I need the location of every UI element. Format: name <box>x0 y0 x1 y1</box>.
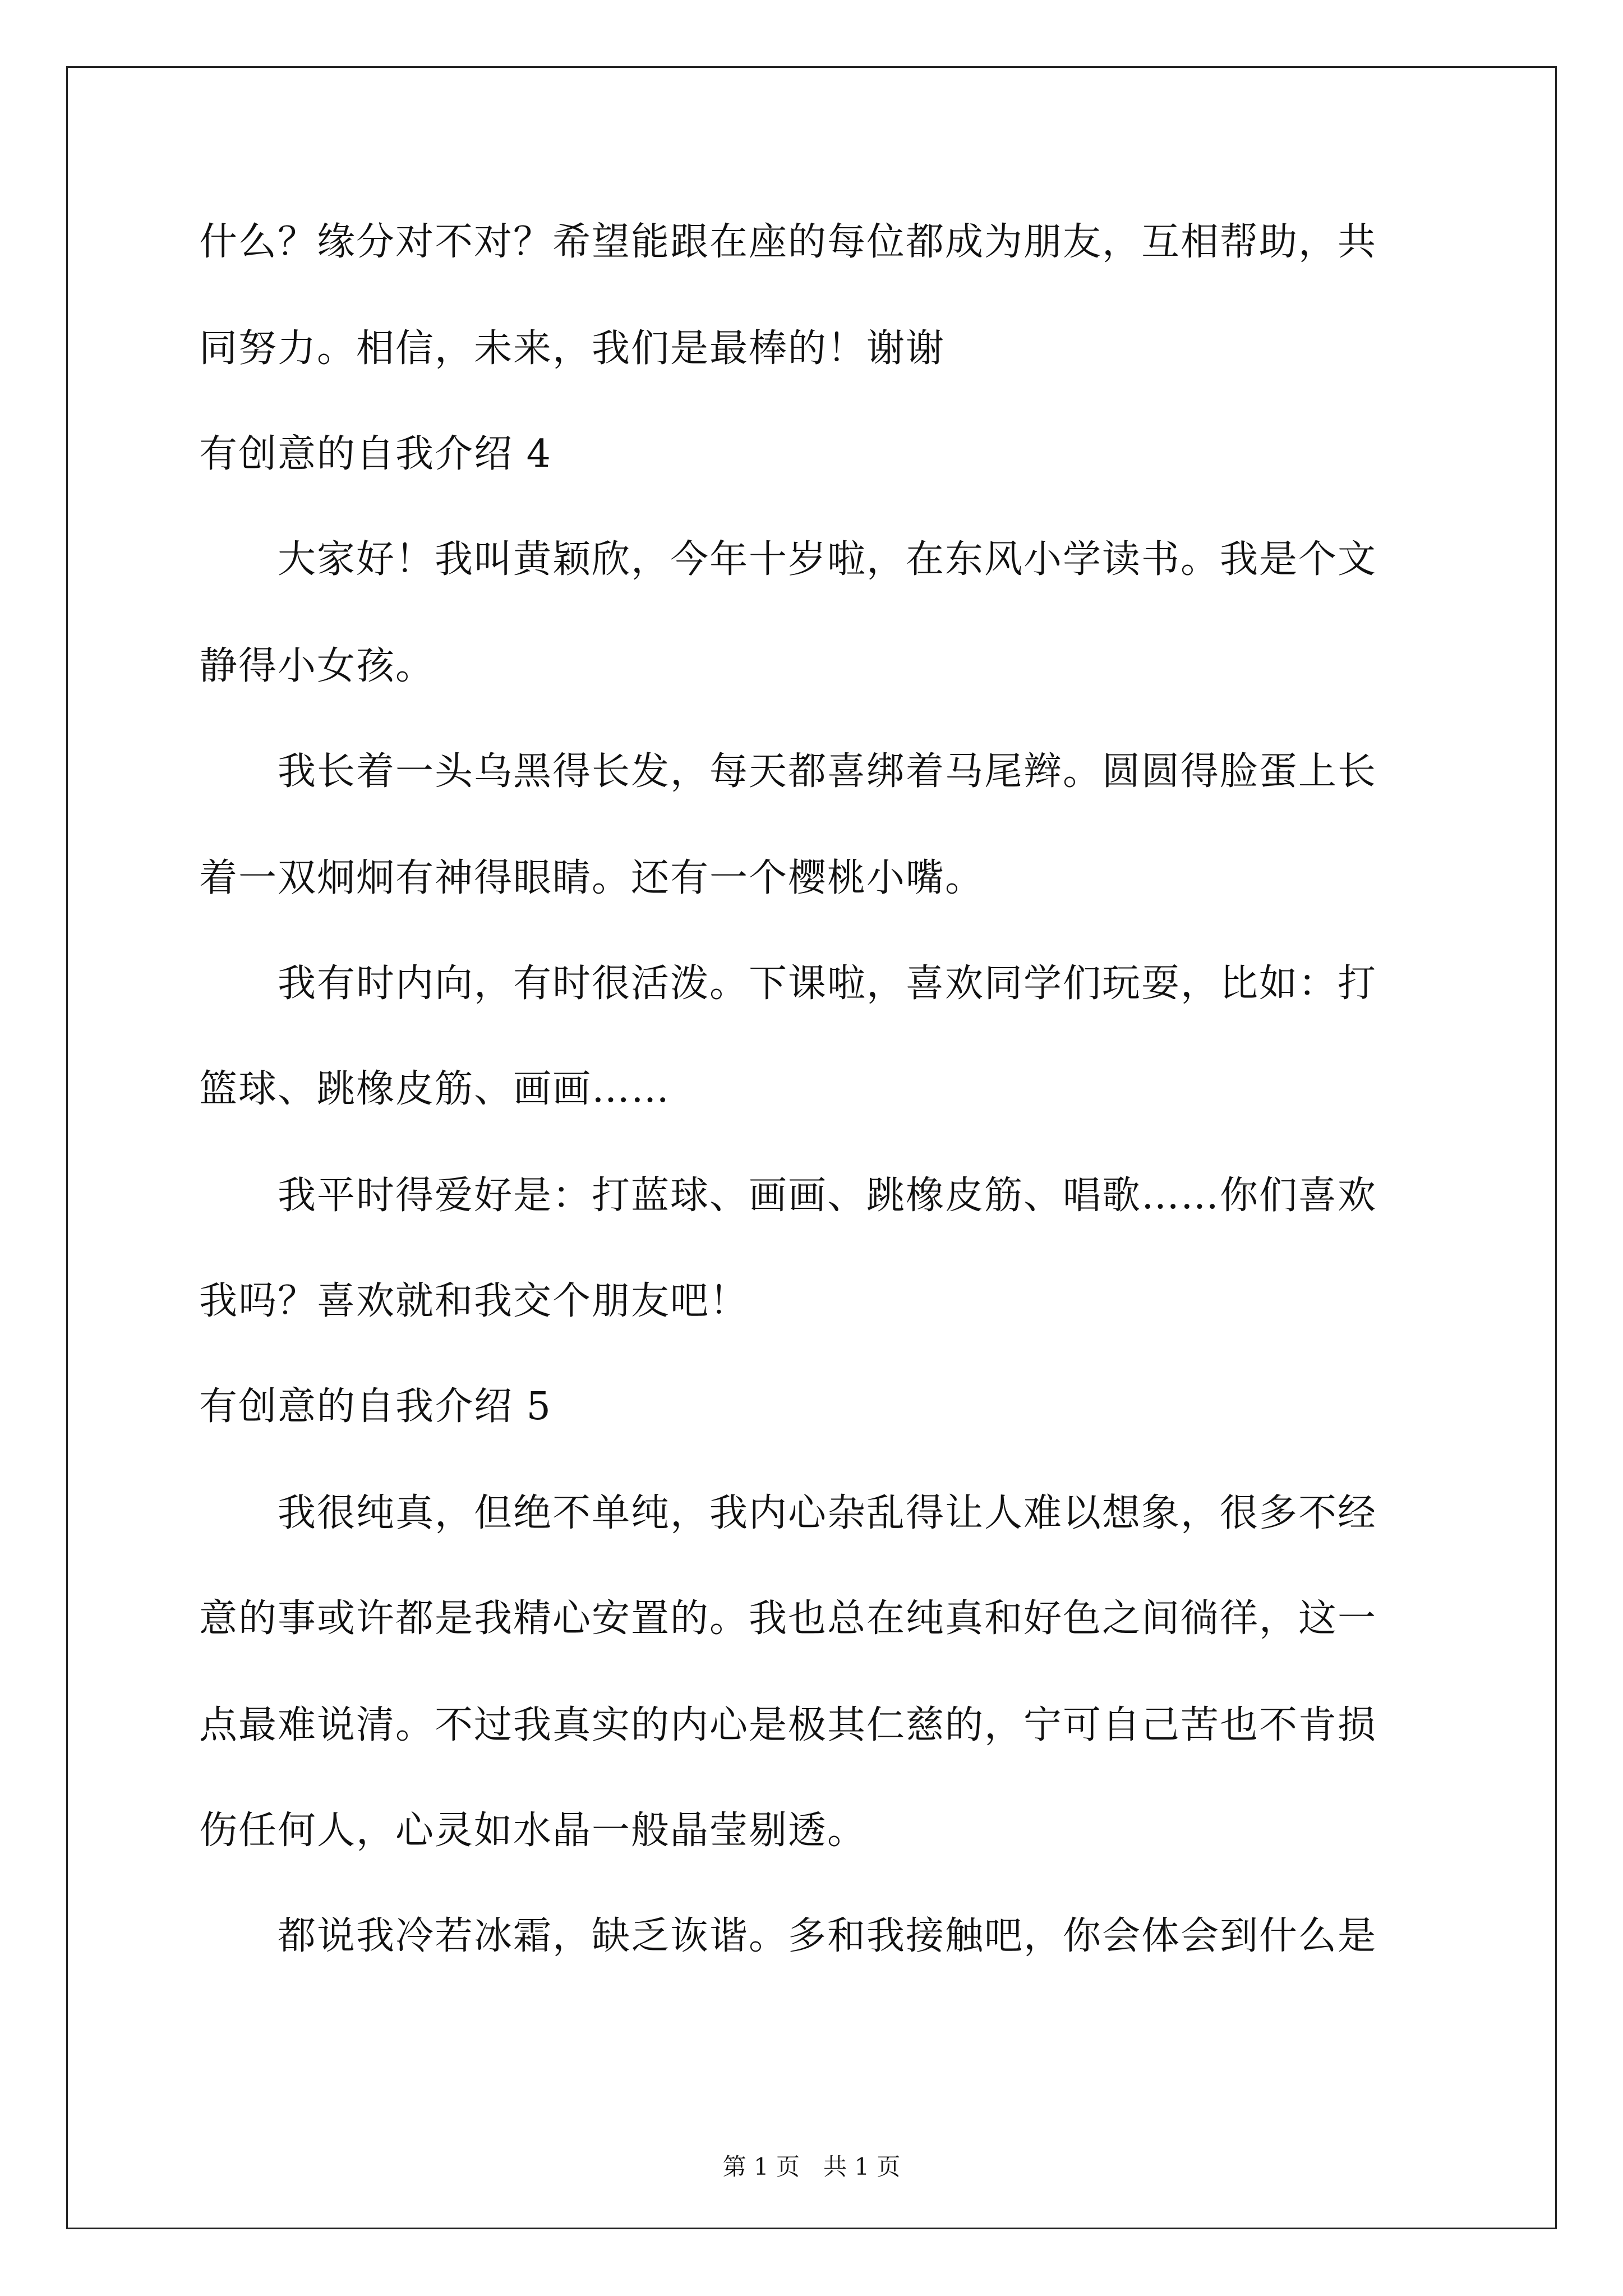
text-line: 我很纯真，但绝不单纯，我内心杂乱得让人难以想象，很多不经 <box>199 1491 1377 1535</box>
text-line: 我有时内向，有时很活泼。下课啦，喜欢同学们玩耍，比如：打 <box>199 961 1377 1006</box>
text-line: 都说我冷若冰霜，缺乏诙谐。多和我接触吧，你会体会到什么是 <box>199 1914 1377 1958</box>
text-line: 篮球、跳橡皮筋、画画…… <box>199 1067 671 1111</box>
text-line: 我平时得爱好是：打蓝球、画画、跳橡皮筋、唱歌……你们喜欢 <box>199 1174 1377 1218</box>
text-line: 静得小女孩。 <box>199 644 435 688</box>
text-line: 点最难说清。不过我真实的内心是极其仁慈的，宁可自己苦也不肯损 <box>199 1703 1377 1747</box>
text-line: 伤任何人，心灵如水晶一般晶莹剔透。 <box>199 1809 867 1853</box>
page-footer: 第 1 页 共 1 页 <box>722 2153 901 2180</box>
text-line: 我吗？喜欢就和我交个朋友吧！ <box>199 1279 749 1323</box>
section-heading: 有创意的自我介绍 5 <box>199 1384 552 1429</box>
section-heading: 有创意的自我介绍 4 <box>199 432 552 476</box>
text-line: 同努力。相信，未来，我们是最棒的！谢谢 <box>199 326 946 371</box>
text-line: 意的事或许都是我精心安置的。我也总在纯真和好色之间徜徉，这一 <box>199 1596 1377 1641</box>
text-line: 着一双炯炯有神得眼睛。还有一个樱桃小嘴。 <box>199 856 985 900</box>
page-border <box>66 66 1557 2229</box>
text-line: 什么？缘分对不对？希望能跟在座的每位都成为朋友，互相帮助，共 <box>199 220 1377 264</box>
text-line: 大家好！我叫黄颖欣，今年十岁啦，在东风小学读书。我是个文 <box>199 537 1377 582</box>
text-line: 我长着一头乌黑得长发，每天都喜绑着马尾辫。圆圆得脸蛋上长 <box>199 749 1377 794</box>
